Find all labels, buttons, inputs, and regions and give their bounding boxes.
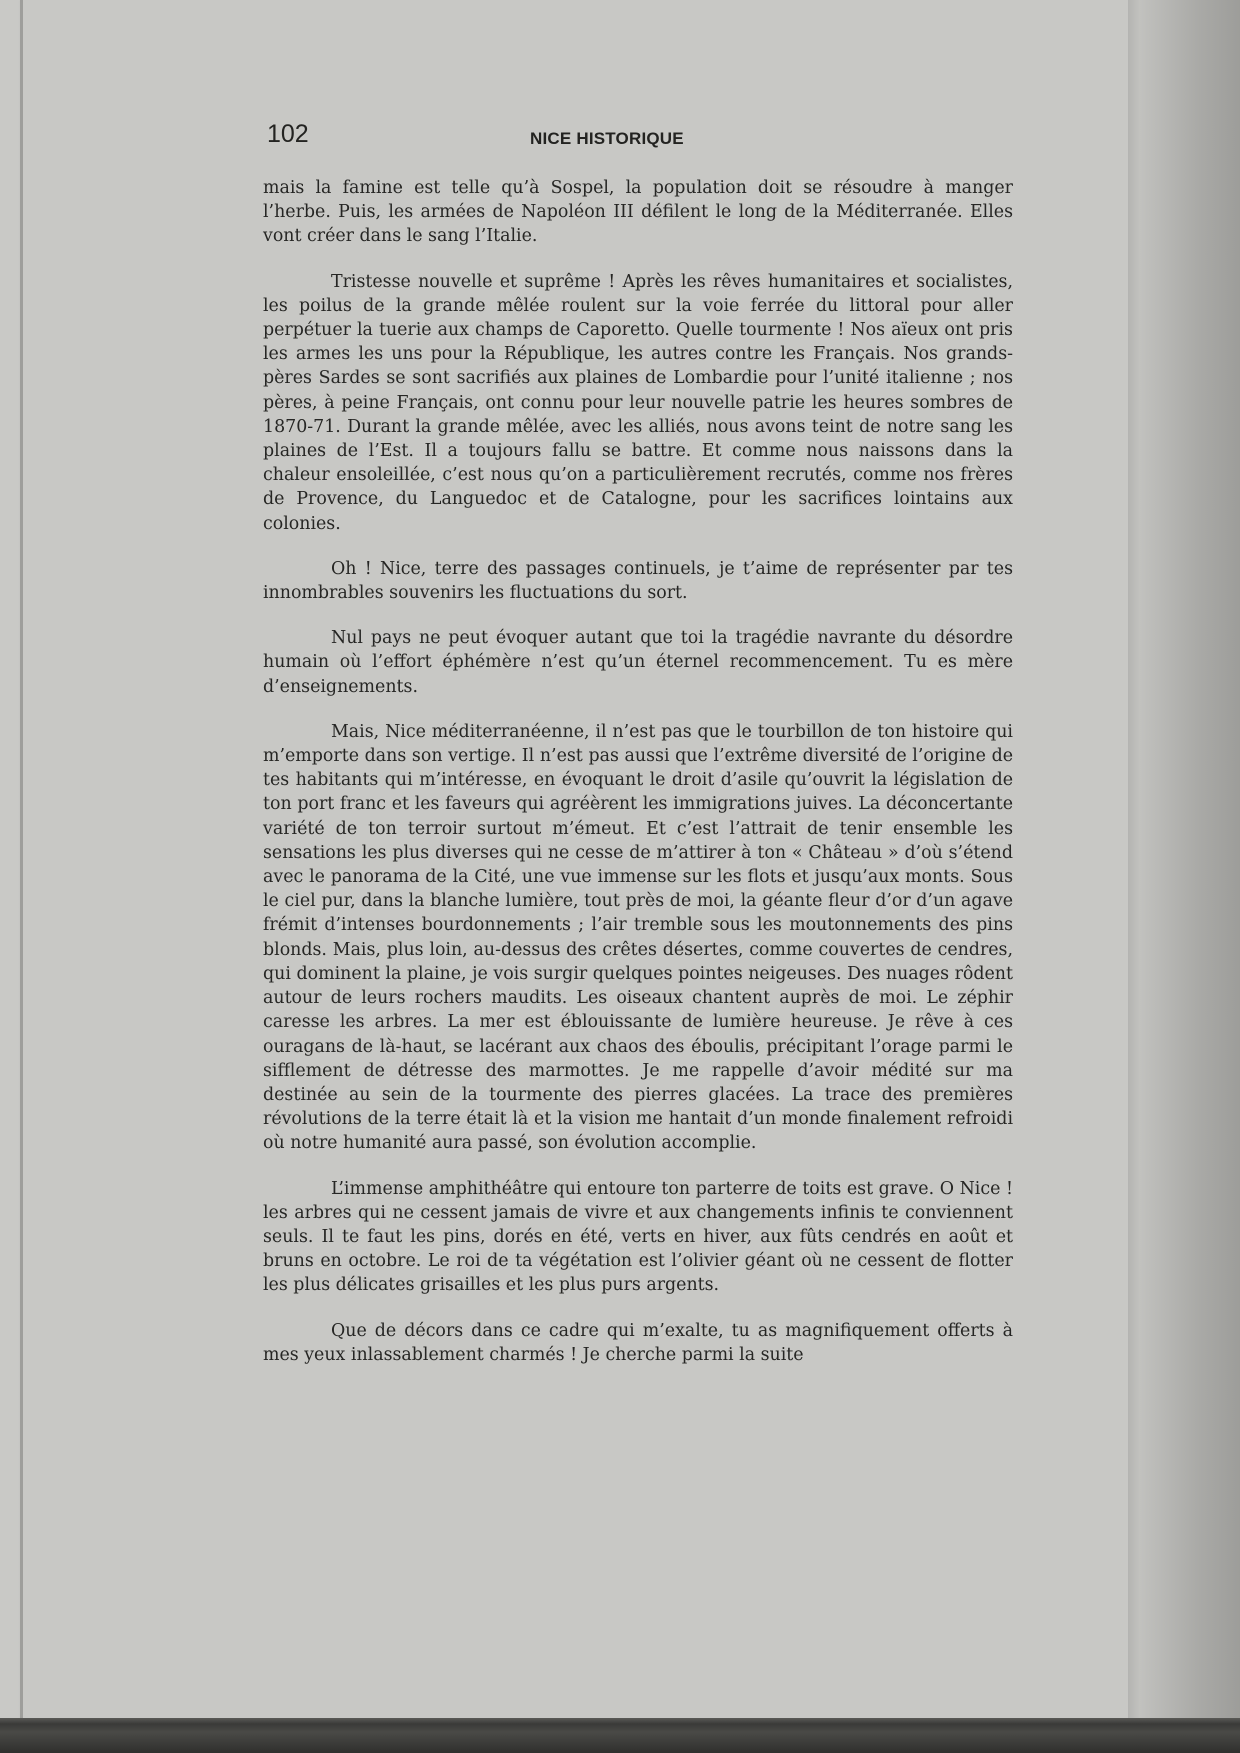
paragraph: Oh ! Nice, terre des passages continuels, je t’aime de représenter par tes innombrables souvenirs les fluctuations du sort. bbox=[263, 558, 1013, 604]
paragraph: Que de décors dans ce cadre qui m’exalte, tu as magnifiquement offerts à mes yeux inlassablement charmés ! Je cherche parmi la suite bbox=[263, 1320, 1013, 1365]
paragraph: Mais, Nice méditerranéenne, il n’est pas que le tourbillon de ton histoire qui m’emporte dans son vertige. Il n’est pas aussi que l’extrême diversité de l’origine de tes habitants qui m’intéresse, en évoquant le droit d’asile qu’ouvrit la législation de ton port franc et les faveurs qui agréèrent les immigrations juives. La déconcertante variété de ton terroir surtout m’émeut. Et c’est l’attrait de tenir ensemble les sensations les plus diverses qui ne cesse de m’attirer à ton « Château » d’où s’étend avec le panorama de la Cité, une vue immense sur les flots et jusqu’aux monts. Sous le ciel pur, dans la blanche lumière, tout près de moi, la géante fleur d’or d’un agave frémit d’intenses bourdonnements ; l’air tremble sous les moutonnements des pins blonds. Mais, plus loin, au-dessus des crêtes désertes, comme couvertes de cendres, qui dominent la plaine, je vois surgir quelques pointes neigeuses. Des nuages rôdent autour de leurs rochers maudits. Les oiseaux chantent auprès de moi. Le zéphir caresse les arbres. La mer est éblouissante de lumière heureuse. Je rêve à ces ouragans de là-haut, se lacérant aux chaos des éboulis, précipitant l’orage parmi le sifflement de détresse des marmottes. Je me rappelle d’avoir médité sur ma destinée au sein de la tourmente des pierres glacées. La trace des premières révolutions de la terre était là et la vision me hantait d’un monde finalement refroidi où notre humanité aura passé, son évolution accomplie. bbox=[263, 721, 1013, 1154]
body-text bbox=[263, 176, 1013, 1367]
running-head: NICE HISTORIQUE bbox=[530, 129, 684, 148]
page-right-edge bbox=[1128, 0, 1140, 1720]
paragraph: L’immense amphithéâtre qui entoure ton parterre de toits est grave. O Nice ! les arbres qui ne cessent jamais de vivre et aux changements infinis te conviennent seuls. Il te faut les pins, dorés en été, verts en hiver, aux fûts cendrés en août et bruns en octobre. Le roi de ta végétation est l’olivier géant où ne cessent de flotter les plus délicates grisailles et les plus purs argents. bbox=[263, 1178, 1013, 1296]
paragraph: mais la famine est telle qu’à Sospel, la population doit se résoudre à manger l’herbe. Puis, les armées de Napoléon III défilent le long de la Méditerranée. Elles vont créer dans le sang l’Italie. bbox=[263, 178, 1013, 247]
page-left-edge bbox=[20, 0, 23, 1720]
page-number: 102 bbox=[267, 120, 309, 148]
paragraph: Tristesse nouvelle et suprême ! Après les rêves humanitaires et socialistes, les poilus de la grande mêlée roulent sur la voie ferrée du littoral pour aller perpétuer la tuerie aux champs de Caporetto. Quelle tourmente ! Nos aïeux ont pris les armes les uns pour la République, les autres contre les Français. Nos grands-pères Sardes se sont sacrifiés aux plaines de Lombardie pour l’unité italienne ; nos pères, à peine Français, ont connu pour leur nouvelle patrie les heures sombres de 1870-71. Durant la grande mêlée, avec les alliés, nous avons teint de notre sang les plaines de l’Est. Il a toujours fallu se battre. Et comme nous naissons dans la chaleur ensoleillée, c’est nous qu’on a particulièrement recrutés, comme nos frères de Provence, du Languedoc et de Catalogne, pour les sacrifices lointains aux colonies. bbox=[263, 271, 1013, 534]
scan-bottom-edge bbox=[0, 1718, 1240, 1753]
paragraph: Nul pays ne peut évoquer autant que toi la tragédie navrante du désordre humain où l’effort éphémère n’est qu’un éternel recommencement. Tu es mère d’enseignements. bbox=[263, 628, 1013, 697]
